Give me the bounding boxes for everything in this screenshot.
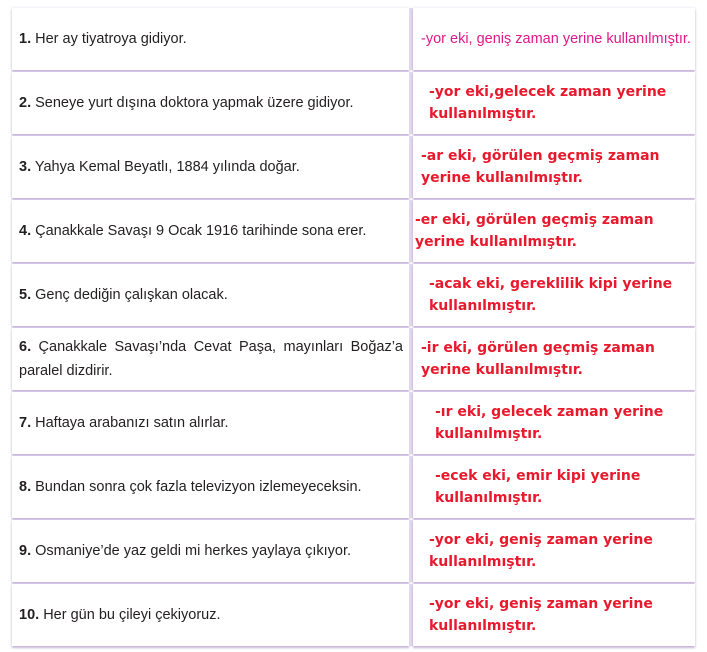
answer-text: -er eki, görülen geçmiş zaman yerine kullanılmıştır.	[415, 212, 654, 250]
row-number: 9.	[19, 543, 32, 559]
row-number: 7.	[19, 415, 32, 431]
sentence-cell	[12, 520, 409, 582]
row-number: 10.	[19, 607, 40, 623]
sentence-cell	[12, 392, 409, 454]
answer-cell	[413, 328, 695, 390]
answer-cell	[413, 264, 695, 326]
answer-cell	[413, 392, 695, 454]
sentence-cell	[12, 328, 409, 390]
sentence-text: Osmaniye’de yaz geldi mi herkes yaylaya çıkıyor.	[35, 543, 352, 559]
row-number: 1.	[19, 31, 32, 47]
answer-cell	[413, 584, 695, 646]
row-number: 2.	[19, 95, 32, 111]
sentence-cell	[12, 264, 409, 326]
sentence-text: Seneye yurt dışına doktora yapmak üzere gidiyor.	[35, 95, 354, 111]
table-row	[12, 264, 695, 326]
sentence-text: Çanakkale Savaşı’nda Cevat Paşa, mayınları Boğaz’a paralel dizdirir.	[19, 339, 404, 379]
answer-text: -acak eki, gereklilik kipi yerine kullanılmıştır.	[429, 276, 673, 314]
table-row	[12, 72, 695, 134]
answer-text: -ir eki, görülen geçmiş zaman yerine kullanılmıştır.	[421, 340, 655, 378]
sentence-text: Çanakkale Savaşı 9 Ocak 1916 tarihinde sona erer.	[35, 223, 367, 239]
answer-text: -yor eki, geniş zaman yerine kullanılmıştır.	[429, 596, 653, 634]
sentence-text: Her gün bu çileyi çekiyoruz.	[43, 607, 221, 623]
sentence-text: Yahya Kemal Beyatlı, 1884 yılında doğar.	[34, 159, 300, 175]
answer-cell	[413, 8, 695, 70]
row-number: 8.	[19, 479, 32, 495]
sentence-cell	[12, 8, 409, 70]
answer-text: -ır eki, gelecek zaman yerine kullanılmıştır.	[435, 404, 664, 442]
row-number: 5.	[19, 287, 32, 303]
row-number: 3.	[19, 159, 32, 175]
table-row	[12, 392, 695, 454]
table-row	[12, 136, 695, 198]
answer-cell	[413, 456, 695, 518]
table-row	[12, 328, 695, 390]
answer-text: -yor eki, geniş zaman yerine kullanılmıştır.	[429, 532, 653, 570]
row-number: 6.	[19, 339, 32, 355]
table-row	[12, 8, 695, 70]
table-row	[12, 520, 695, 582]
sentence-cell	[12, 584, 409, 646]
sentence-cell	[12, 456, 409, 518]
answer-text: -yor eki, geniş zaman yerine kullanılmıştır.	[421, 31, 691, 47]
sentence-text: Haftaya arabanızı satın alırlar.	[35, 415, 229, 431]
row-number: 4.	[19, 223, 32, 239]
tense-usage-table	[12, 8, 695, 648]
answer-text: -yor eki,gelecek zaman yerine kullanılmıştır.	[429, 84, 667, 122]
sentence-text: Bundan sonra çok fazla televizyon izlemeyeceksin.	[35, 479, 362, 495]
sentence-text: Her ay tiyatroya gidiyor.	[35, 31, 187, 47]
sentence-cell	[12, 136, 409, 198]
table-row	[12, 584, 695, 646]
answer-text: -ecek eki, emir kipi yerine kullanılmıştır.	[435, 468, 641, 506]
answer-cell	[413, 200, 695, 262]
table-row	[12, 456, 695, 518]
answer-text: -ar eki, görülen geçmiş zaman yerine kullanılmıştır.	[421, 148, 660, 186]
answer-cell	[413, 520, 695, 582]
answer-cell	[413, 136, 695, 198]
sentence-cell	[12, 72, 409, 134]
sentence-cell	[12, 200, 409, 262]
answer-cell	[413, 72, 695, 134]
table-row	[12, 200, 695, 262]
sentence-text: Genç dediğin çalışkan olacak.	[35, 287, 228, 303]
